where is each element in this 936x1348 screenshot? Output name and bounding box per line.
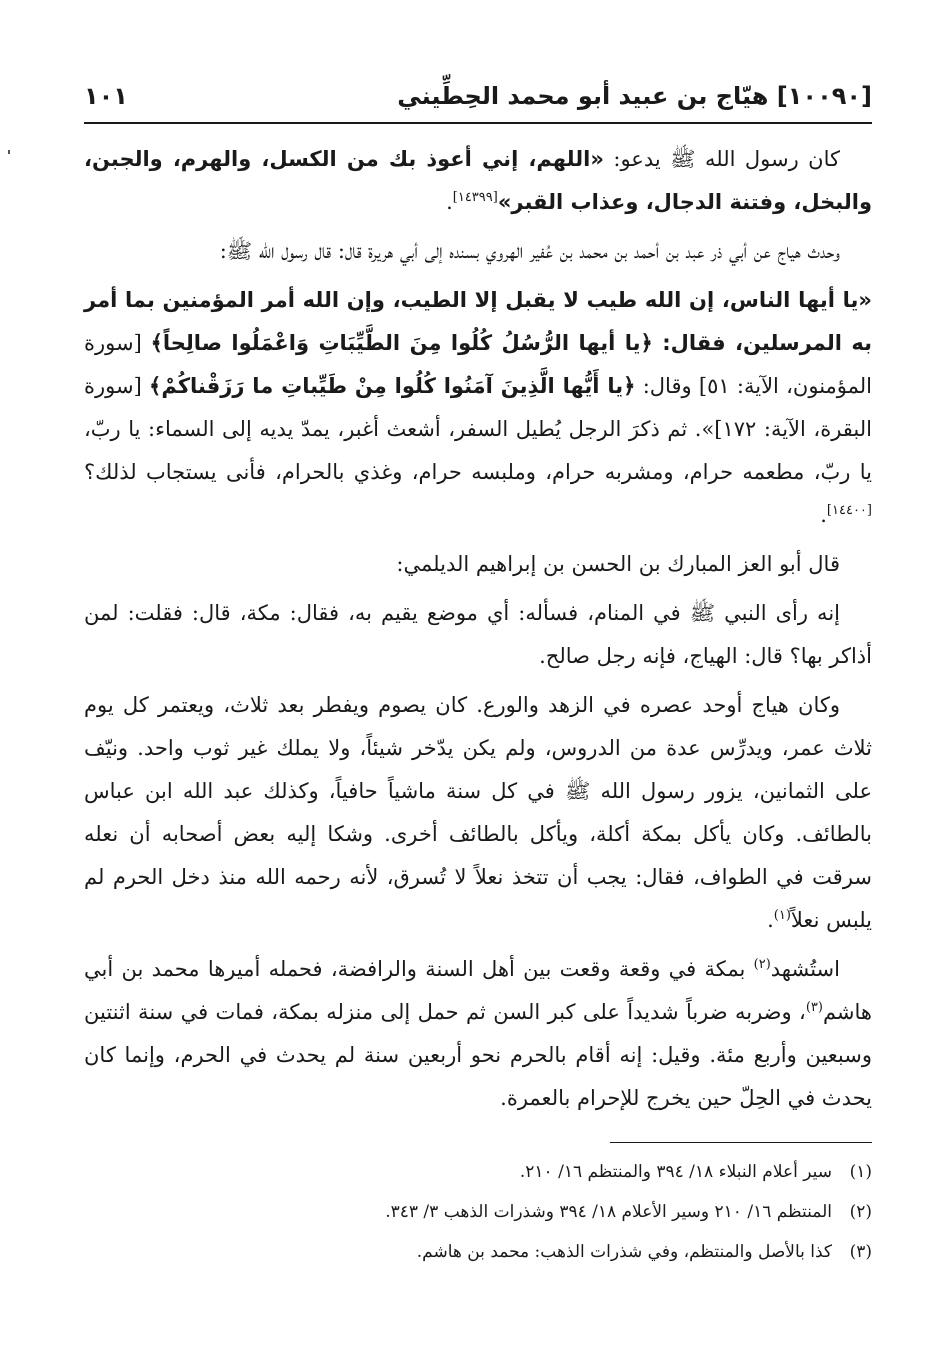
text-run: قال أبو العز المبارك بن الحسن بن إبراهيم الديلمي: [396,552,840,576]
footnote-3 [84,1232,872,1272]
header-title: [١٠٠٩٠] هيّاج بن عبيد أبو محمد الحِطِّيني [397,82,872,110]
text-run: إنه رأى النبي ﷺ في المنام، فسأله: أي موضع يقيم به، فقال: مكة، قال: فقلت: لمن أذاكر بها؟ قال: الهياج، فإنه رجل صالح [84,601,872,668]
hadith-text: «يا أيها الناس، إن الله طيب لا يقبل إلا الطيب، وإن الله أمر المؤمنين بما أمر به المرسلين، فقال: [84,288,872,355]
page-number: ١٠١ [84,82,128,110]
text-run: وكان هياج أوحد عصره في الزهد والورع. كان يصوم ويفطر بعد ثلاث، ويعتمر كل يوم ثلاث عمر، ويدرِّس عدة من الدروس، ولم يكن يدّخر شيئاً، ولا يملك غير ثوب واحد. ونيّف على الثمانين، يزور رسول الله ﷺ في كل سنة ماشياً حافياً، وكذلك عبد الله ابن عباس بالطائف. وكان يأكل بمكة أكلة، ويأكل بالطائف أخرى. وشكا إليه بعض أصحابه أن نعله سرقت في الطواف، فقال: يجب أن تتخذ نعلاً لا تُسرق، لأنه رحمه الله منذ دخل الحرم لم يلبس نعلاً [84,693,872,932]
paragraph-6 [84,684,872,942]
surah-ref: [سورة المؤمنون، الآية: ٥١] [84,331,872,398]
footnote-divider [610,1142,872,1143]
scan-mark [8,150,10,154]
footnote-number: (١) [849,1162,872,1182]
footnote-text: سير أعلام النبلاء ١٨/ ٣٩٤ والمنتظم ١٦/ ٢١٠. [519,1162,832,1182]
footnote-marker[interactable]: (١) [773,908,791,923]
paragraph-7 [84,948,872,1120]
paragraph-4 [84,543,872,586]
text-run: وحدث هياج عن أبي ذر عبد بن أحمد بن محمد بن عُفير الهروي بسنده إلى أبي هريرة قال: قال رسول الله ﷺ: [219,239,840,263]
running-header [84,72,872,124]
text-run: . [446,190,453,214]
footnote-2 [84,1192,872,1232]
text-run: ثم ذكرَ الرجل يُطيل السفر، أشعث أغبر، يمدّ يديه إلى السماء: يا ربّ، يا ربّ، مطعمه حرام، ومشربه حرام، وملبسه حرام، وغذي بالحرام، فأنى يستجاب لذلك؟ [84,417,872,484]
quran-quote: ﴿يا أيها الرُّسُلُ كُلُوا مِنَ الطَّيِّبَاتِ وَاعْمَلُوا صالِحاً﴾ [150,331,653,355]
text-run: وقال: [635,374,692,398]
quran-quote: ﴿يا أَيُّها الَّذِينَ آمَنُوا كُلُوا مِنْ طَيِّباتِ ما رَزَقْناكُمْ﴾ [149,374,636,398]
text-run: . [539,644,546,668]
text-run: كان رسول الله ﷺ يدعو: [603,147,841,171]
paragraph-5 [84,592,872,678]
footnote-marker[interactable]: (٣) [805,1000,823,1015]
footnote-marker[interactable]: (٢) [753,957,771,972]
footnote-number: (٢) [849,1202,872,1222]
text-run: . [767,908,774,932]
footnote-text: المنتظم ١٦/ ٢١٠ وسير الأعلام ١٨/ ٣٩٤ وشذرات الذهب ٣/ ٣٤٣. [385,1202,832,1222]
text-run: ، وضربه ضرباً شديداً على كبر السن ثم حمل إلى منزله بمكة، فمات في سنة اثنتين وسبعين وأربع مئة. وقيل: إنه أقام بالحرم نحو أربعين سنة لم يحدث في الحرم، وإنما كان يحدث في الحِلّ حين يخرج للإحرام بالعمرة. [84,1000,872,1110]
hadith-ref: [١٤٤٠٠] [826,503,872,518]
footnote-1 [84,1152,872,1192]
paragraph-1 [84,138,872,224]
text-run: بمكة في وقعة وقعت بين أهل السنة والرافضة، فحمله أميرها محمد بن أبي هاشم [84,957,872,1024]
text-run: استُشهد [770,957,840,981]
footnote-number: (٣) [849,1242,872,1262]
paragraph-2 [84,230,872,273]
footnotes [84,1152,872,1272]
footnote-text: كذا بالأصل والمنتظم، وفي شذرات الذهب: محمد بن هاشم. [416,1242,832,1262]
text-run: . [694,417,702,441]
hadith-ref: [١٤٣٩٩] [452,190,498,205]
hadith-text: «اللهم، إني أعوذ بك من الكسل، والهرم، والجبن، والبخل، وفتنة الدجال، وعذاب القبر» [84,147,872,214]
main-text [84,138,872,1126]
surah-ref: [سورة البقرة، الآية: ١٧٢]» [84,374,872,441]
paragraph-3: «يا أيها الناس، إن الله طيب لا يقبل إلا الطيب، وإن الله أمر المؤمنين بما أمر به المرسلين، فقال: ﴿يا أيها الرُّسُلُ كُلُوا مِنَ الطَّيِّبَاتِ وَاعْمَلُوا صالِحاً﴾ [سورة المؤمنون، الآية: ٥١] وقال: ﴿يا أَيُّها الَّذِينَ آمَنُوا كُلُوا مِنْ طَيِّباتِ ما رَزَقْناكُمْ﴾ [سورة البقرة، الآية: ١٧٢]». ثم ذكرَ الرجل يُطيل السفر، أشعث أغبر، يمدّ يديه إلى السماء: يا ربّ، يا ربّ، مطعمه حرام، ومشربه حرام، وملبسه حرام، وغذي بالحرام، فأنى يستجاب لذلك؟[١٤٤٠٠]. [84,288,872,527]
